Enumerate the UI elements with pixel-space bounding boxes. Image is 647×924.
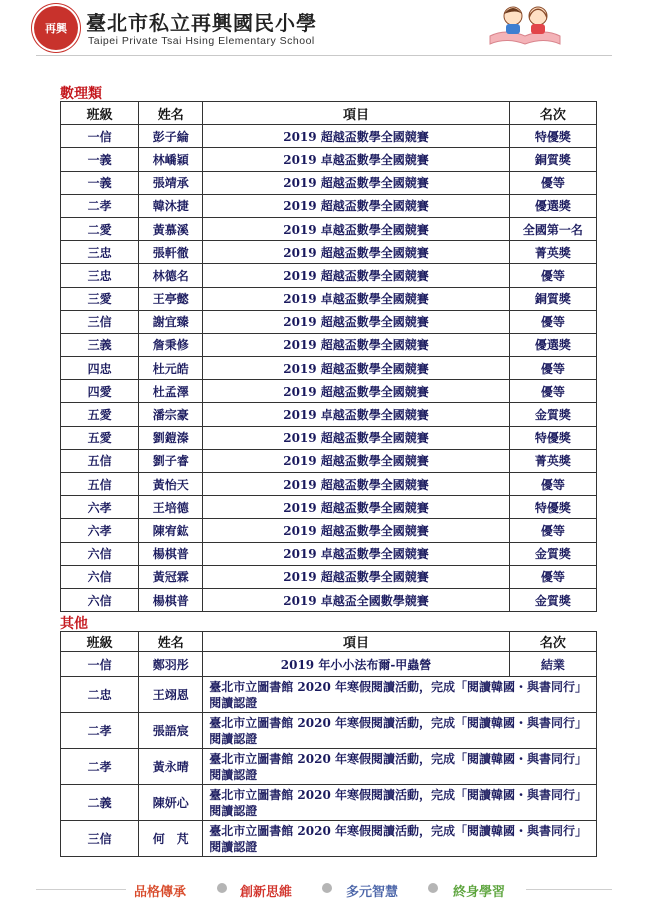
column-header-name: 姓名 (139, 102, 203, 125)
kids-reading-illustration (486, 2, 564, 46)
cell-name: 杜元皓 (139, 357, 203, 380)
motto-wisdom: 多元智慧 (346, 885, 399, 900)
cell-name: 林嶠穎 (139, 148, 203, 171)
school-name-chinese: 臺北市私立再興國民小學 (86, 11, 317, 35)
cell-item: 2019 卓越盃數學全國競賽 (203, 403, 510, 426)
cell-name: 何 芃 (139, 821, 203, 857)
cell-name: 王亭懿 (139, 287, 203, 310)
cell-class: 二孝 (61, 194, 139, 217)
cell-item: 2019 超越盃數學全國競賽 (203, 264, 510, 287)
cell-rank: 優選獎 (509, 194, 596, 217)
table-row (61, 749, 597, 785)
cell-class: 一義 (61, 171, 139, 194)
table-row (61, 652, 597, 677)
cell-class: 二忠 (61, 677, 139, 713)
cell-rank: 全國第一名 (509, 217, 596, 240)
column-header-item: 項目 (203, 632, 510, 652)
cell-item: 2019 超越盃數學全國競賽 (203, 194, 510, 217)
table-row (61, 588, 597, 611)
cell-name: 黃永晴 (139, 749, 203, 785)
school-logo (36, 8, 76, 48)
table-row (61, 310, 597, 333)
table-row (61, 821, 597, 857)
table-row (61, 217, 597, 240)
cell-name: 鄭羽彤 (139, 652, 203, 677)
cell-name: 張軒徹 (139, 241, 203, 264)
cell-name: 陳妍心 (139, 785, 203, 821)
cell-class: 三義 (61, 333, 139, 356)
table-row (61, 333, 597, 356)
cell-rank: 金質獎 (509, 588, 596, 611)
cell-rank: 菁英獎 (509, 241, 596, 264)
cell-rank: 菁英獎 (509, 449, 596, 472)
logo-text: 再興 (45, 22, 67, 35)
cell-rank: 結業 (509, 652, 596, 677)
cell-rank: 優等 (509, 171, 596, 194)
cell-name: 楊棋普 (139, 588, 203, 611)
cell-item: 臺北市立圖書館 2020 年寒假閱讀活動，完成「閱讀韓國・與書同行」閱讀認證 (203, 713, 597, 749)
cell-class: 一義 (61, 148, 139, 171)
column-header-rank: 名次 (509, 102, 596, 125)
cell-item: 臺北市立圖書館 2020 年寒假閱讀活動，完成「閱讀韓國・與書同行」閱讀認證 (203, 821, 597, 857)
cell-name: 杜孟澤 (139, 380, 203, 403)
cell-rank: 特優獎 (509, 426, 596, 449)
cell-class: 五信 (61, 449, 139, 472)
footer-line-right (526, 889, 612, 890)
table-row (61, 380, 597, 403)
footer-line-left (36, 889, 126, 890)
table-row (61, 677, 597, 713)
cell-rank: 金質獎 (509, 542, 596, 565)
cell-rank: 特優獎 (509, 496, 596, 519)
table-row (61, 473, 597, 496)
page-header (0, 0, 647, 60)
math-awards-table (60, 101, 597, 612)
cell-name: 劉鎧溱 (139, 426, 203, 449)
motto-innovation: 創新思維 (240, 885, 293, 900)
cell-class: 三忠 (61, 241, 139, 264)
table-row (61, 125, 597, 148)
cell-class: 六信 (61, 588, 139, 611)
table-row (61, 565, 597, 588)
cell-rank: 優等 (509, 519, 596, 542)
cell-class: 二義 (61, 785, 139, 821)
cell-name: 劉子睿 (139, 449, 203, 472)
cell-item: 2019 卓越盃數學全國競賽 (203, 287, 510, 310)
cell-name: 王翊恩 (139, 677, 203, 713)
page-footer (0, 874, 647, 904)
header-divider (36, 55, 612, 56)
cell-item: 2019 超越盃數學全國競賽 (203, 241, 510, 264)
table-row (61, 496, 597, 519)
footer-bullet-icon (217, 883, 227, 893)
cell-item: 2019 超越盃數學全國競賽 (203, 473, 510, 496)
table-row (61, 357, 597, 380)
table-row (61, 713, 597, 749)
cell-class: 六孝 (61, 496, 139, 519)
cell-class: 五愛 (61, 426, 139, 449)
motto-character: 品格傳承 (134, 885, 187, 900)
cell-item: 2019 卓越盃數學全國競賽 (203, 148, 510, 171)
table-row (61, 264, 597, 287)
cell-item: 2019 超越盃數學全國競賽 (203, 449, 510, 472)
table-row (61, 194, 597, 217)
school-name-english: Taipei Private Tsai Hsing Elementary School (88, 35, 315, 47)
cell-class: 五愛 (61, 403, 139, 426)
cell-class: 六孝 (61, 519, 139, 542)
cell-class: 五信 (61, 473, 139, 496)
cell-rank: 優等 (509, 357, 596, 380)
footer-bullet-icon (322, 883, 332, 893)
table-row (61, 449, 597, 472)
cell-item: 2019 超越盃數學全國競賽 (203, 380, 510, 403)
cell-item: 2019 卓越盃全國數學競賽 (203, 588, 510, 611)
column-header-item: 項目 (203, 102, 510, 125)
cell-item: 2019 卓越盃數學全國競賽 (203, 542, 510, 565)
cell-name: 王培德 (139, 496, 203, 519)
cell-class: 三信 (61, 310, 139, 333)
cell-class: 四愛 (61, 380, 139, 403)
column-header-class: 班級 (61, 632, 139, 652)
cell-class: 四忠 (61, 357, 139, 380)
cell-rank: 優等 (509, 264, 596, 287)
table-row (61, 403, 597, 426)
cell-rank: 優等 (509, 380, 596, 403)
cell-name: 詹秉修 (139, 333, 203, 356)
cell-item: 2019 超越盃數學全國競賽 (203, 565, 510, 588)
cell-item: 2019 超越盃數學全國競賽 (203, 496, 510, 519)
other-awards-table (60, 631, 597, 857)
cell-item: 2019 卓越盃數學全國競賽 (203, 217, 510, 240)
cell-item: 臺北市立圖書館 2020 年寒假閱讀活動，完成「閱讀韓國・與書同行」閱讀認證 (203, 677, 597, 713)
cell-name: 韓沐捷 (139, 194, 203, 217)
column-header-name: 姓名 (139, 632, 203, 652)
table-row (61, 148, 597, 171)
cell-rank: 優等 (509, 565, 596, 588)
cell-name: 楊棋普 (139, 542, 203, 565)
cell-item: 2019 超越盃數學全國競賽 (203, 357, 510, 380)
cell-name: 黃慕溪 (139, 217, 203, 240)
table-row (61, 241, 597, 264)
cell-item: 2019 超越盃數學全國競賽 (203, 310, 510, 333)
column-header-rank: 名次 (509, 632, 596, 652)
table-row (61, 785, 597, 821)
cell-rank: 優選獎 (509, 333, 596, 356)
table-row (61, 519, 597, 542)
cell-rank: 優等 (509, 310, 596, 333)
motto-lifelong-learning: 終身學習 (453, 885, 506, 900)
column-header-class: 班級 (61, 102, 139, 125)
table-header-row (61, 632, 597, 652)
cell-class: 六信 (61, 565, 139, 588)
cell-rank: 優等 (509, 473, 596, 496)
cell-item: 2019 超越盃數學全國競賽 (203, 519, 510, 542)
cell-name: 張靖承 (139, 171, 203, 194)
cell-class: 一信 (61, 125, 139, 148)
table-row (61, 542, 597, 565)
cell-class: 三忠 (61, 264, 139, 287)
section-title-other: 其他 (60, 616, 88, 632)
table-header-row (61, 102, 597, 125)
cell-rank: 金質獎 (509, 403, 596, 426)
cell-name: 黃冠霖 (139, 565, 203, 588)
cell-class: 二愛 (61, 217, 139, 240)
cell-class: 二孝 (61, 749, 139, 785)
cell-name: 陳宥鈜 (139, 519, 203, 542)
cell-item: 臺北市立圖書館 2020 年寒假閱讀活動，完成「閱讀韓國・與書同行」閱讀認證 (203, 785, 597, 821)
cell-item: 臺北市立圖書館 2020 年寒假閱讀活動，完成「閱讀韓國・與書同行」閱讀認證 (203, 749, 597, 785)
cell-name: 黃怡天 (139, 473, 203, 496)
cell-name: 潘宗豪 (139, 403, 203, 426)
cell-item: 2019 超越盃數學全國競賽 (203, 426, 510, 449)
table-row (61, 426, 597, 449)
section-title-math: 數理類 (60, 86, 102, 102)
table-row (61, 287, 597, 310)
cell-item: 2019 年小小法布爾-甲蟲營 (203, 652, 510, 677)
cell-name: 謝宜臻 (139, 310, 203, 333)
cell-rank: 銅質獎 (509, 287, 596, 310)
cell-class: 三信 (61, 821, 139, 857)
cell-class: 六信 (61, 542, 139, 565)
cell-item: 2019 超越盃數學全國競賽 (203, 125, 510, 148)
cell-rank: 特優獎 (509, 125, 596, 148)
cell-name: 林德名 (139, 264, 203, 287)
cell-name: 彭子綸 (139, 125, 203, 148)
cell-item: 2019 超越盃數學全國競賽 (203, 171, 510, 194)
cell-class: 一信 (61, 652, 139, 677)
cell-class: 三愛 (61, 287, 139, 310)
cell-name: 張語宸 (139, 713, 203, 749)
footer-bullet-icon (428, 883, 438, 893)
cell-rank: 銅質獎 (509, 148, 596, 171)
cell-item: 2019 超越盃數學全國競賽 (203, 333, 510, 356)
cell-class: 二孝 (61, 713, 139, 749)
table-row (61, 171, 597, 194)
